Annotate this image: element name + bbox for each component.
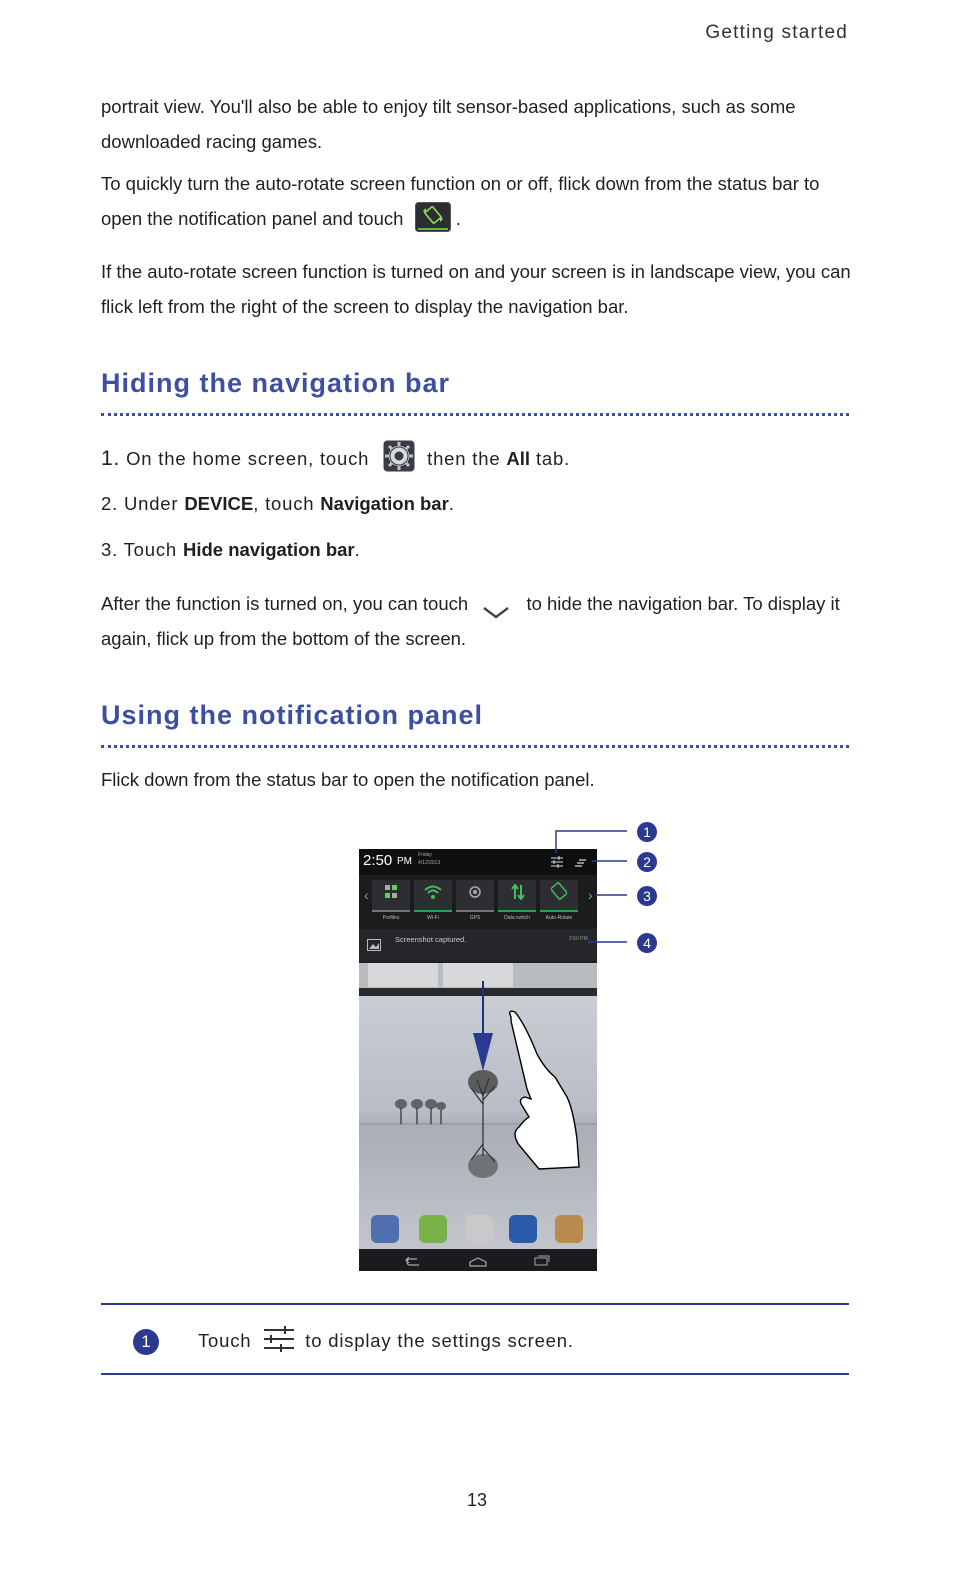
notification-intro: Flick down from the status bar to open the notification panel. (101, 769, 595, 790)
intro-paragraph-3: If the auto-rotate screen function is turned on and your screen is in landscape view, you can flick left from the right of the screen to display the navigation bar. (101, 261, 851, 317)
step-3-text-end: . (354, 539, 361, 560)
notification-text: Screenshot captured. (395, 935, 467, 944)
navigation-bar-label: Navigation bar (320, 493, 449, 514)
settings-sliders-icon (263, 1325, 295, 1353)
table-bottom-rule (101, 1373, 849, 1375)
table-top-rule (101, 1303, 849, 1305)
settings-icon (383, 440, 415, 472)
intro-paragraph-2 (101, 166, 851, 236)
callout-4: 4 (637, 933, 657, 953)
swipe-down-gesture (359, 849, 597, 1271)
toggle-label-gps: GPS (469, 915, 481, 921)
panel-time: 2:50 (363, 852, 393, 869)
step-2-text-middle: , touch (253, 493, 315, 514)
panel-date: 4/12/2013 (418, 860, 441, 866)
section-title-notification: Using the notification panel (101, 700, 484, 730)
toggle-label-data: Data switch (504, 915, 530, 921)
table-row-1-text: Touch (198, 1330, 252, 1351)
notification-panel-screenshot (359, 849, 597, 1271)
step-1 (101, 447, 570, 472)
toggle-label-wifi: Wi-Fi (427, 915, 439, 921)
page-number: 13 (466, 1490, 488, 1510)
after-paragraph (101, 586, 851, 656)
intro-paragraph-2-text: To quickly turn the auto-rotate screen function on or off, flick down from the status bar to open the notification panel and touch (101, 173, 820, 229)
table-row-1 (198, 1330, 574, 1353)
chevron-right-icon: › (588, 887, 593, 903)
callout-2: 2 (637, 852, 657, 872)
after-paragraph-text-end: to hide the navigation bar. To display it again, flick up from the bottom of the screen. (101, 593, 840, 649)
section-title-hiding: Hiding the navigation bar (101, 368, 451, 398)
chevron-left-icon: ‹ (364, 887, 369, 903)
callout-3: 3 (637, 886, 657, 906)
section-divider (101, 413, 849, 416)
step-2 (101, 493, 455, 515)
chevron-down-icon (481, 597, 511, 613)
auto-rotate-icon (415, 202, 451, 232)
tab-all-label: All (506, 448, 530, 469)
step-1-text: On the home screen, touch (126, 448, 370, 469)
section-divider-2 (101, 745, 849, 748)
step-2-text: 2. Under (101, 493, 179, 514)
step-1-text-end: tab. (535, 448, 571, 469)
section-header: Getting started (705, 22, 848, 43)
step-1-text-middle: then the (427, 448, 501, 469)
intro-paragraph-2-end: . (455, 208, 461, 229)
table-callout-1: 1 (133, 1329, 159, 1355)
step-2-text-end: . (448, 493, 455, 514)
step-3 (101, 539, 361, 561)
panel-ampm: PM (397, 856, 412, 867)
toggle-label-profiles: Profiles (382, 915, 400, 921)
intro-paragraph-1: portrait view. You'll also be able to enjoy tilt sensor-based applications, such as some downloaded racing games. (101, 96, 796, 152)
toggle-label-autorotate: Auto-Rotate (545, 915, 573, 921)
device-label: DEVICE (184, 493, 254, 514)
hide-navigation-bar-label: Hide navigation bar (182, 539, 355, 560)
step-1-number: 1. (101, 447, 121, 470)
notification-time: 2:50 PM (569, 936, 588, 942)
panel-day: Friday (418, 852, 432, 858)
callout-1: 1 (637, 822, 657, 842)
step-3-text: 3. Touch (101, 539, 178, 560)
after-paragraph-text: After the function is turned on, you can touch (101, 593, 469, 614)
table-row-1-text-end: to display the settings screen. (305, 1330, 574, 1351)
